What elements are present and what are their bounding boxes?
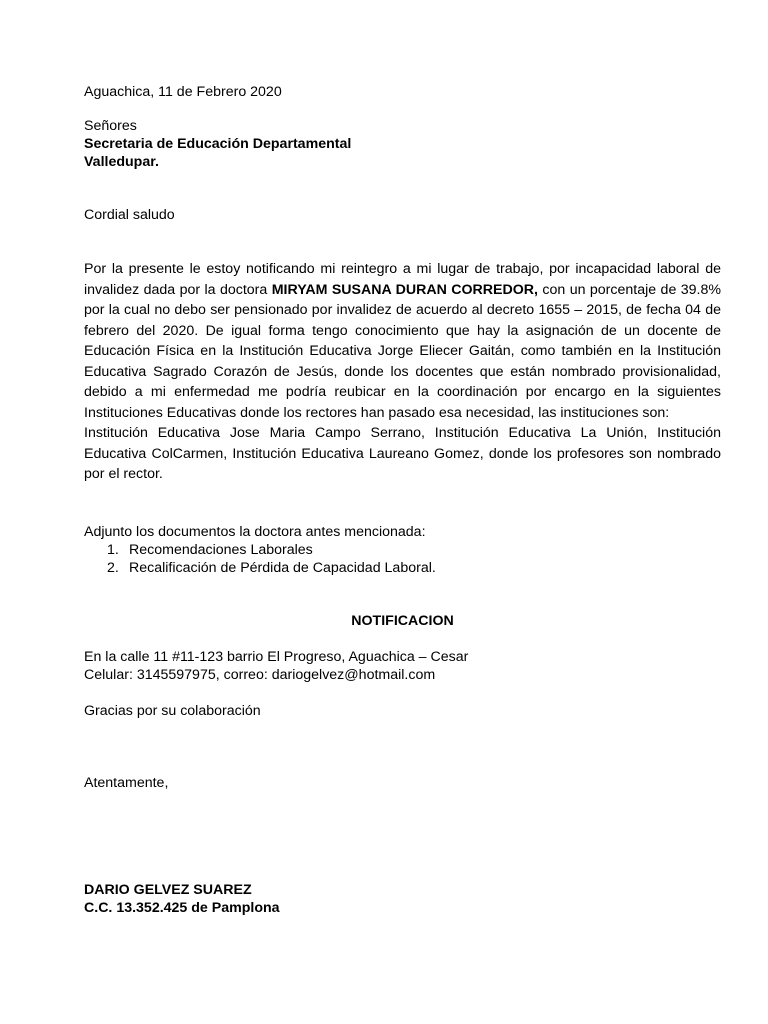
doctor-name: MIRYAM SUSANA DURAN CORREDOR, xyxy=(271,281,538,298)
closing-line: Atentamente, xyxy=(84,775,169,791)
list-item-number: 2. xyxy=(107,560,119,576)
recipient-org: Secretaria de Educación Departamental xyxy=(84,136,352,152)
list-item-text: Recomendaciones Laborales xyxy=(129,542,313,558)
notification-heading: NOTIFICACION xyxy=(351,613,454,629)
body-paragraph xyxy=(84,259,721,485)
list-item-text: Recalificación de Pérdida de Capacidad Laboral. xyxy=(129,560,436,576)
salutation-line: Señores xyxy=(84,118,137,134)
attachments-intro: Adjunto los documentos la doctora antes mencionada: xyxy=(84,524,426,540)
contact-line: Celular: 3145597975, correo: dariogelvez@hotmail.com xyxy=(84,667,436,683)
body-text-part3: Institución Educativa Jose Maria Campo Serrano, Institución Educativa La Unión, Institución Educativa ColCarmen, Institución Educativa Laureano Gomez, donde los profesores son nombrado por el rector. xyxy=(84,425,721,482)
thanks-line: Gracias por su colaboración xyxy=(84,703,261,719)
list-item xyxy=(107,559,436,577)
greeting: Cordial saludo xyxy=(84,207,175,223)
list-item xyxy=(107,541,436,559)
list-item-number: 1. xyxy=(107,542,119,558)
signer-name: DARIO GELVEZ SUAREZ xyxy=(84,882,252,898)
signer-id: C.C. 13.352.425 de Pamplona xyxy=(84,900,280,916)
address-line: En la calle 11 #11-123 barrio El Progreso, Aguachica – Cesar xyxy=(84,649,469,665)
recipient-city: Valledupar. xyxy=(84,154,159,170)
place-date: Aguachica, 11 de Febrero 2020 xyxy=(84,84,282,100)
attachments-list xyxy=(107,541,436,577)
body-text-part2: con un porcentaje de 39.8% por la cual no debo ser pensionado por invalidez de acuerdo al decreto 1655 – 2015, de fecha 04 de febrero del 2020. De igual forma tengo conocimiento que hay la asignación de un docente de Educación Física en la Institución Educativa Jorge Eliecer Gaitán, como también en la Institución Educativa Sagrado Corazón de Jesús, donde los docentes que están nombrado provisionalidad, debido a mi enfermedad me podría reubicar en la coordinación por encargo en la siguientes Instituciones Educativas donde los rectores han pasado esa necesidad, las instituciones son: xyxy=(84,281,721,421)
body-text-part1: Por la presente le estoy notificando mi reintegro a mi lugar de trabajo, por incapacidad laboral de invalidez dada por la doctora xyxy=(84,261,721,298)
